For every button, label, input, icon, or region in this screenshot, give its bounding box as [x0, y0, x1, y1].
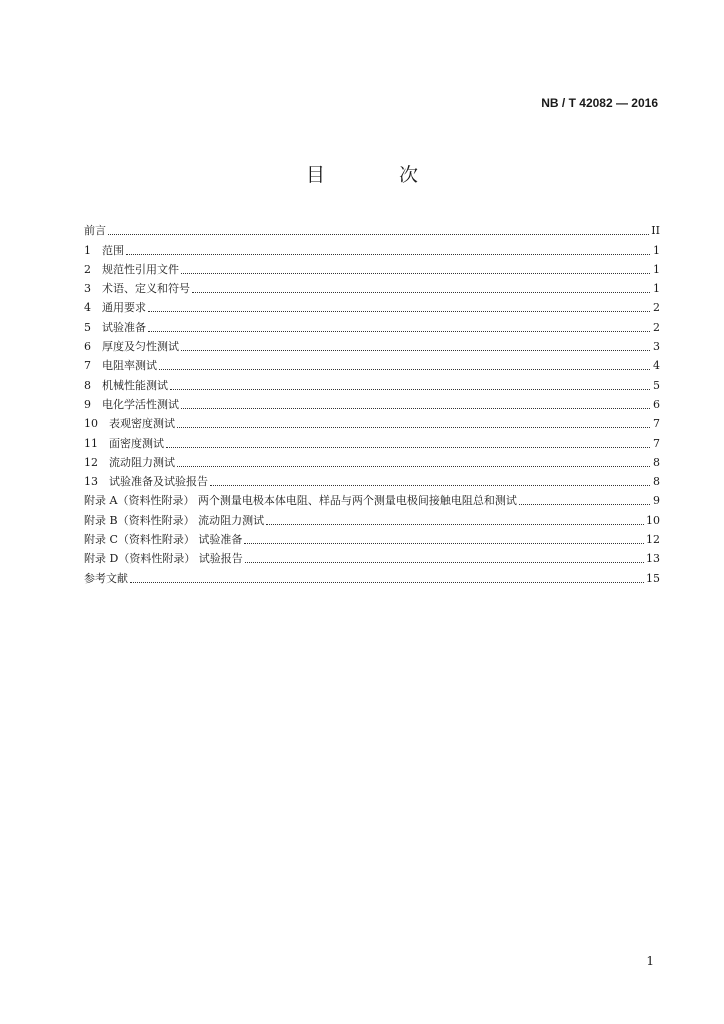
toc-entry-number: 3 [84, 282, 91, 296]
toc-entry-label: 面密度测试 [109, 436, 164, 450]
toc-entry-number: 6 [84, 340, 91, 354]
toc-entry-number: 1 [84, 243, 91, 257]
toc-entry-label: 范围 [102, 243, 124, 257]
toc-entry[interactable] [84, 508, 660, 527]
dot-leader [266, 524, 644, 525]
toc-entry[interactable] [84, 431, 660, 450]
toc-entry[interactable] [84, 258, 660, 277]
dot-leader [130, 582, 644, 583]
toc-entry-page: 8 [653, 475, 660, 489]
toc-entry[interactable] [84, 373, 660, 392]
dot-leader [166, 447, 650, 448]
toc-entry-page: 3 [653, 340, 660, 354]
toc-entry-label: 附录 D（资料性附录） 试验报告 [84, 552, 243, 566]
toc-entry-label: 附录 C（资料性附录） 试验准备 [84, 533, 243, 547]
toc-entry-number: 7 [84, 359, 91, 373]
toc-entry-number: 13 [84, 475, 98, 489]
dot-leader [181, 408, 650, 409]
toc-entry-page: II [651, 224, 660, 238]
dot-leader [519, 504, 650, 505]
dot-leader [177, 427, 650, 428]
dot-leader [245, 562, 644, 563]
toc-entry-label: 电阻率测试 [102, 359, 157, 373]
toc-entry-number: 12 [84, 455, 98, 469]
toc-entry-label: 试验准备 [102, 320, 146, 334]
toc-entry-label: 电化学活性测试 [102, 397, 179, 411]
toc-entry-label: 表观密度测试 [109, 417, 175, 431]
toc-entry-page: 1 [653, 262, 660, 276]
page-number: 1 [646, 954, 654, 968]
dot-leader [210, 485, 650, 486]
toc-entry[interactable] [84, 528, 660, 547]
dot-leader [244, 543, 644, 544]
toc-entry-label: 术语、定义和符号 [102, 282, 190, 296]
toc-entry-number: 4 [84, 301, 91, 315]
toc-entry-page: 2 [653, 320, 660, 334]
toc-entry-page: 9 [653, 494, 660, 508]
toc-entry-label: 机械性能测试 [102, 378, 168, 392]
toc-entry[interactable] [84, 296, 660, 315]
dot-leader [192, 292, 650, 293]
toc-entry[interactable] [84, 219, 660, 238]
toc-entry-page: 5 [653, 378, 660, 392]
toc-entry-number: 5 [84, 320, 91, 334]
dot-leader [126, 254, 650, 255]
toc-entry-label: 厚度及匀性测试 [102, 340, 179, 354]
table-of-contents [84, 219, 660, 586]
toc-entry-page: 12 [646, 533, 660, 547]
toc-entry-label: 参考文献 [84, 571, 128, 585]
toc-entry-label: 通用要求 [102, 301, 146, 315]
toc-entry-page: 13 [646, 552, 660, 566]
dot-leader [148, 331, 650, 332]
toc-entry-number: 2 [84, 262, 91, 276]
toc-entry-label: 试验准备及试验报告 [109, 475, 208, 489]
toc-entry[interactable] [84, 489, 660, 508]
toc-entry-page: 6 [653, 397, 660, 411]
toc-entry-page: 4 [653, 359, 660, 373]
toc-entry[interactable] [84, 451, 660, 470]
page-title: 目 次 [305, 164, 453, 186]
toc-entry[interactable] [84, 412, 660, 431]
dot-leader [170, 389, 650, 390]
toc-entry-page: 7 [653, 436, 660, 450]
toc-entry[interactable] [84, 354, 660, 373]
dot-leader [177, 466, 650, 467]
toc-entry-page: 2 [653, 301, 660, 315]
toc-entry[interactable] [84, 470, 660, 489]
dot-leader [148, 311, 650, 312]
toc-entry-number: 9 [84, 397, 91, 411]
toc-entry[interactable] [84, 238, 660, 257]
toc-entry[interactable] [84, 547, 660, 566]
dot-leader [159, 369, 650, 370]
toc-entry-page: 1 [653, 282, 660, 296]
toc-entry-number: 11 [84, 436, 98, 450]
standard-code: NB / T 42082 — 2016 [541, 96, 658, 110]
toc-entry-page: 1 [653, 243, 660, 257]
toc-entry-label: 前言 [84, 224, 106, 238]
toc-entry[interactable] [84, 335, 660, 354]
toc-entry-page: 7 [653, 417, 660, 431]
toc-entry[interactable] [84, 393, 660, 412]
dot-leader [181, 350, 650, 351]
toc-entry-number: 8 [84, 378, 91, 392]
toc-entry-label: 附录 B（资料性附录） 流动阻力测试 [84, 513, 265, 527]
toc-entry-label: 流动阻力测试 [109, 455, 175, 469]
toc-entry-number: 10 [84, 417, 98, 431]
toc-entry-page: 15 [646, 571, 660, 585]
toc-entry-label: 规范性引用文件 [102, 262, 179, 276]
dot-leader [181, 273, 650, 274]
toc-entry[interactable] [84, 566, 660, 585]
toc-entry-page: 8 [653, 455, 660, 469]
toc-entry[interactable] [84, 277, 660, 296]
dot-leader [108, 234, 649, 235]
toc-entry-label: 附录 A（资料性附录） 两个测量电极本体电阻、样品与两个测量电极间接触电阻总和测试 [84, 494, 517, 508]
toc-entry-page: 10 [646, 513, 660, 527]
toc-entry[interactable] [84, 315, 660, 334]
